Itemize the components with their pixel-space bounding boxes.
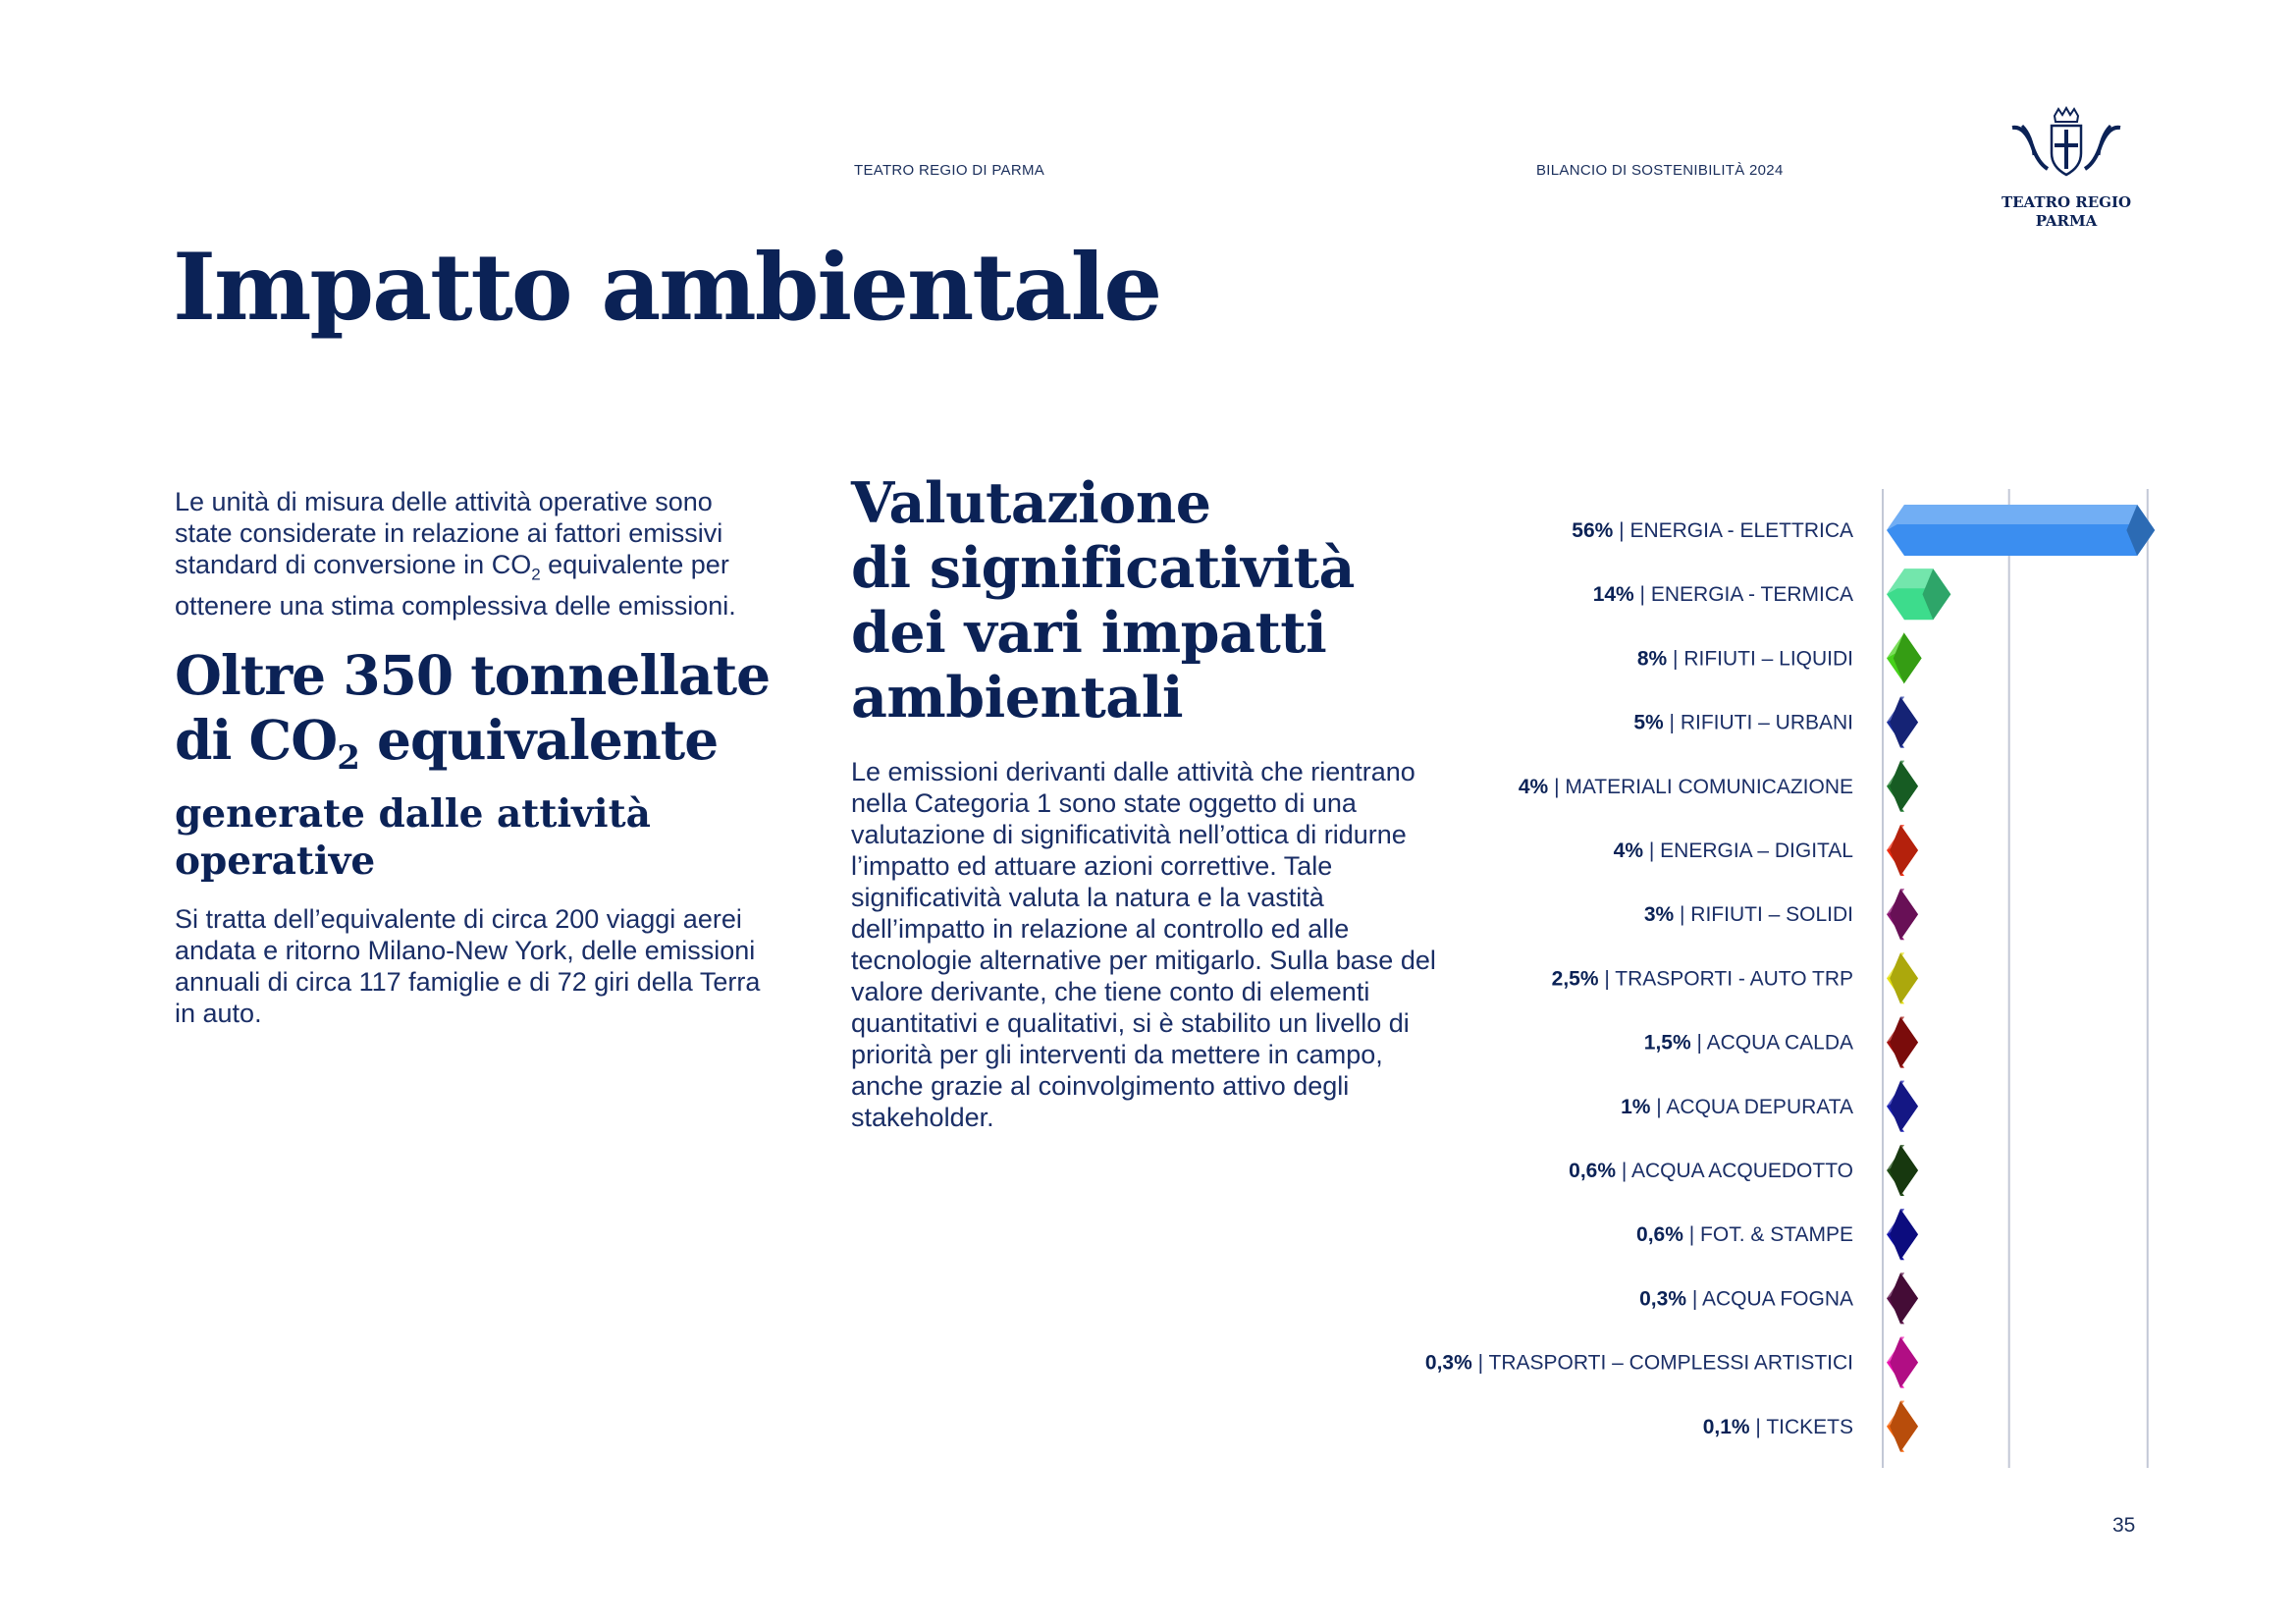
chart-category-label: ENERGIA - TERMICA bbox=[1650, 583, 1853, 607]
chart-label bbox=[1621, 1096, 1853, 1118]
chart-label bbox=[1644, 1032, 1853, 1055]
chart-category-label: ACQUA DEPURATA bbox=[1666, 1095, 1853, 1118]
chart-value-label: 8% bbox=[1636, 647, 1668, 671]
chart-separator: | bbox=[1548, 775, 1566, 798]
chart-labels bbox=[1425, 519, 1853, 1438]
chart-category-label: ACQUA FOGNA bbox=[1701, 1287, 1853, 1311]
chart-separator: | bbox=[1674, 903, 1691, 927]
chart-separator: | bbox=[1682, 1223, 1701, 1247]
chart-category-label: RIFIUTI – LIQUIDI bbox=[1683, 647, 1853, 671]
chart-label bbox=[1425, 1352, 1853, 1375]
chart-bar-facet bbox=[1890, 697, 1918, 748]
header-right-label: BILANCIO DI SOSTENIBILITÀ 2024 bbox=[1536, 162, 1784, 179]
co2-stat-subtitle: generate dalle attività operative bbox=[175, 791, 651, 884]
chart-category-label: ENERGIA - ELETTRICA bbox=[1629, 519, 1853, 542]
chart-bars bbox=[1887, 505, 2155, 1452]
chart-label bbox=[1639, 1287, 1853, 1310]
chart-label bbox=[1637, 647, 1853, 670]
chart-label bbox=[1519, 776, 1853, 798]
chart-separator: | bbox=[1690, 1031, 1707, 1055]
co2-stat-line2: di $CO_2$ equivalente bbox=[175, 708, 719, 778]
chart-label bbox=[1569, 1160, 1853, 1182]
header-left-label: TEATRO REGIO DI PARMA bbox=[854, 162, 1045, 179]
chart-label bbox=[1572, 519, 1853, 542]
chart-bar-facet bbox=[1890, 825, 1918, 876]
chart-separator: | bbox=[1471, 1351, 1489, 1375]
chart-category-label: ENERGIA – DIGITAL bbox=[1660, 839, 1853, 862]
chart-separator: | bbox=[1749, 1415, 1767, 1438]
chart-value-label: 2,5% bbox=[1551, 967, 1599, 991]
chart-value-label: 56% bbox=[1572, 519, 1614, 542]
chart-label bbox=[1636, 1223, 1853, 1246]
chart-label bbox=[1614, 839, 1853, 862]
significance-heading: Valutazione di significatività dei vari impatti ambientali bbox=[851, 470, 1355, 731]
logo-text-line2: PARMA bbox=[2035, 212, 2098, 230]
chart-bar-facet bbox=[1890, 1145, 1918, 1196]
chart-bar-facet bbox=[1890, 1401, 1918, 1452]
chart-bar-facet bbox=[1890, 1209, 1918, 1260]
chart-value-label: 5% bbox=[1633, 711, 1664, 734]
chart-separator: | bbox=[1663, 711, 1681, 734]
chart-category-label: ACQUA ACQUEDOTTO bbox=[1631, 1160, 1853, 1182]
chart-value-label: 0,1% bbox=[1702, 1415, 1750, 1438]
chart-label bbox=[1633, 712, 1853, 734]
page-title: Impatto ambientale bbox=[173, 234, 1161, 342]
chart-category-label: RIFIUTI – SOLIDI bbox=[1690, 903, 1853, 927]
chart-bar-facet bbox=[1890, 1337, 1918, 1388]
chart-bar-facet bbox=[1894, 632, 1922, 683]
chart-separator: | bbox=[1650, 1095, 1667, 1118]
chart-label bbox=[1593, 583, 1853, 606]
chart-category-label: TICKETS bbox=[1766, 1415, 1853, 1438]
chart-category-label: TRASPORTI - AUTO TRP bbox=[1615, 967, 1853, 991]
chart-bar-facet bbox=[1890, 952, 1918, 1003]
co2-stat-line1: Oltre 350 tonnellate bbox=[175, 643, 771, 707]
chart-category-label: FOT. & STAMPE bbox=[1700, 1223, 1853, 1247]
chart-separator: | bbox=[1613, 519, 1630, 542]
chart-value-label: 0,3% bbox=[1424, 1351, 1472, 1375]
chart-value-label: 4% bbox=[1518, 775, 1549, 798]
chart-value-label: 14% bbox=[1592, 583, 1634, 607]
chart-bar-facet bbox=[1890, 889, 1918, 940]
chart-separator: | bbox=[1616, 1160, 1631, 1182]
chart-bar-facet bbox=[1890, 1017, 1918, 1068]
chart-separator: | bbox=[1667, 647, 1684, 671]
logo-text-line1: TEATRO REGIO bbox=[2001, 193, 2132, 211]
page-number: 35 bbox=[2112, 1514, 2136, 1537]
chart-bar-facet bbox=[1890, 1272, 1918, 1324]
chart-label bbox=[1703, 1416, 1853, 1438]
chart-value-label: 1,5% bbox=[1643, 1031, 1691, 1055]
co2-stat-body: Si tratta dell’equivalente di circa 200 viaggi aerei andata e ritorno Milano-New York, delle emissioni annuali di circa 117 famiglie e di 72 giri della Terra in auto. bbox=[175, 904, 761, 1028]
chart-category-label: RIFIUTI – URBANI bbox=[1680, 711, 1853, 734]
chart-gridlines bbox=[1883, 489, 2148, 1468]
chart-value-label: 0,3% bbox=[1639, 1287, 1686, 1311]
intro-text: Le unità di misura delle attività operative sono state considerate in relazione ai fattori emissivi standard di conversione in $CO_2$ equivalente per ottenere una stima complessiva delle emissioni. bbox=[175, 487, 736, 622]
chart-category-label: TRASPORTI – COMPLESSI ARTISTICI bbox=[1488, 1351, 1853, 1375]
chart-value-label: 0,6% bbox=[1569, 1160, 1617, 1182]
chart-category-label: ACQUA CALDA bbox=[1706, 1031, 1853, 1055]
chart-separator: | bbox=[1643, 839, 1661, 862]
chart-separator: | bbox=[1686, 1287, 1702, 1311]
chart-bar-facet bbox=[1890, 1081, 1918, 1132]
chart-label bbox=[1552, 967, 1853, 990]
chart-category-label: MATERIALI COMUNICAZIONE bbox=[1565, 775, 1853, 798]
chart-separator: | bbox=[1598, 967, 1616, 991]
significance-body: Le emissioni derivanti dalle attività che rientrano nella Categoria 1 sono state oggetto di una valutazione di significatività nell’ottica di ridurne l’impatto ed attuare azioni correttive. Tale significatività valuta la natura e la vastità dell’impatto in relazione al controllo ed alle tecnologie alternative per mitigarlo. Sulla base del valore derivante, che tiene conto di elementi quantitativi e qualitativi, si è stabilito un livello di priorità per gli interventi da mettere in campo, anche grazie al coinvolgimento attivo degli stakeholder. bbox=[851, 757, 1436, 1132]
chart-bar-facet bbox=[1890, 761, 1918, 812]
chart-value-label: 4% bbox=[1613, 839, 1644, 862]
chart-value-label: 1% bbox=[1621, 1095, 1651, 1118]
chart-separator: | bbox=[1633, 583, 1651, 607]
chart-value-label: 3% bbox=[1643, 903, 1675, 927]
chart-value-label: 0,6% bbox=[1636, 1223, 1683, 1247]
chart-label bbox=[1644, 903, 1853, 926]
